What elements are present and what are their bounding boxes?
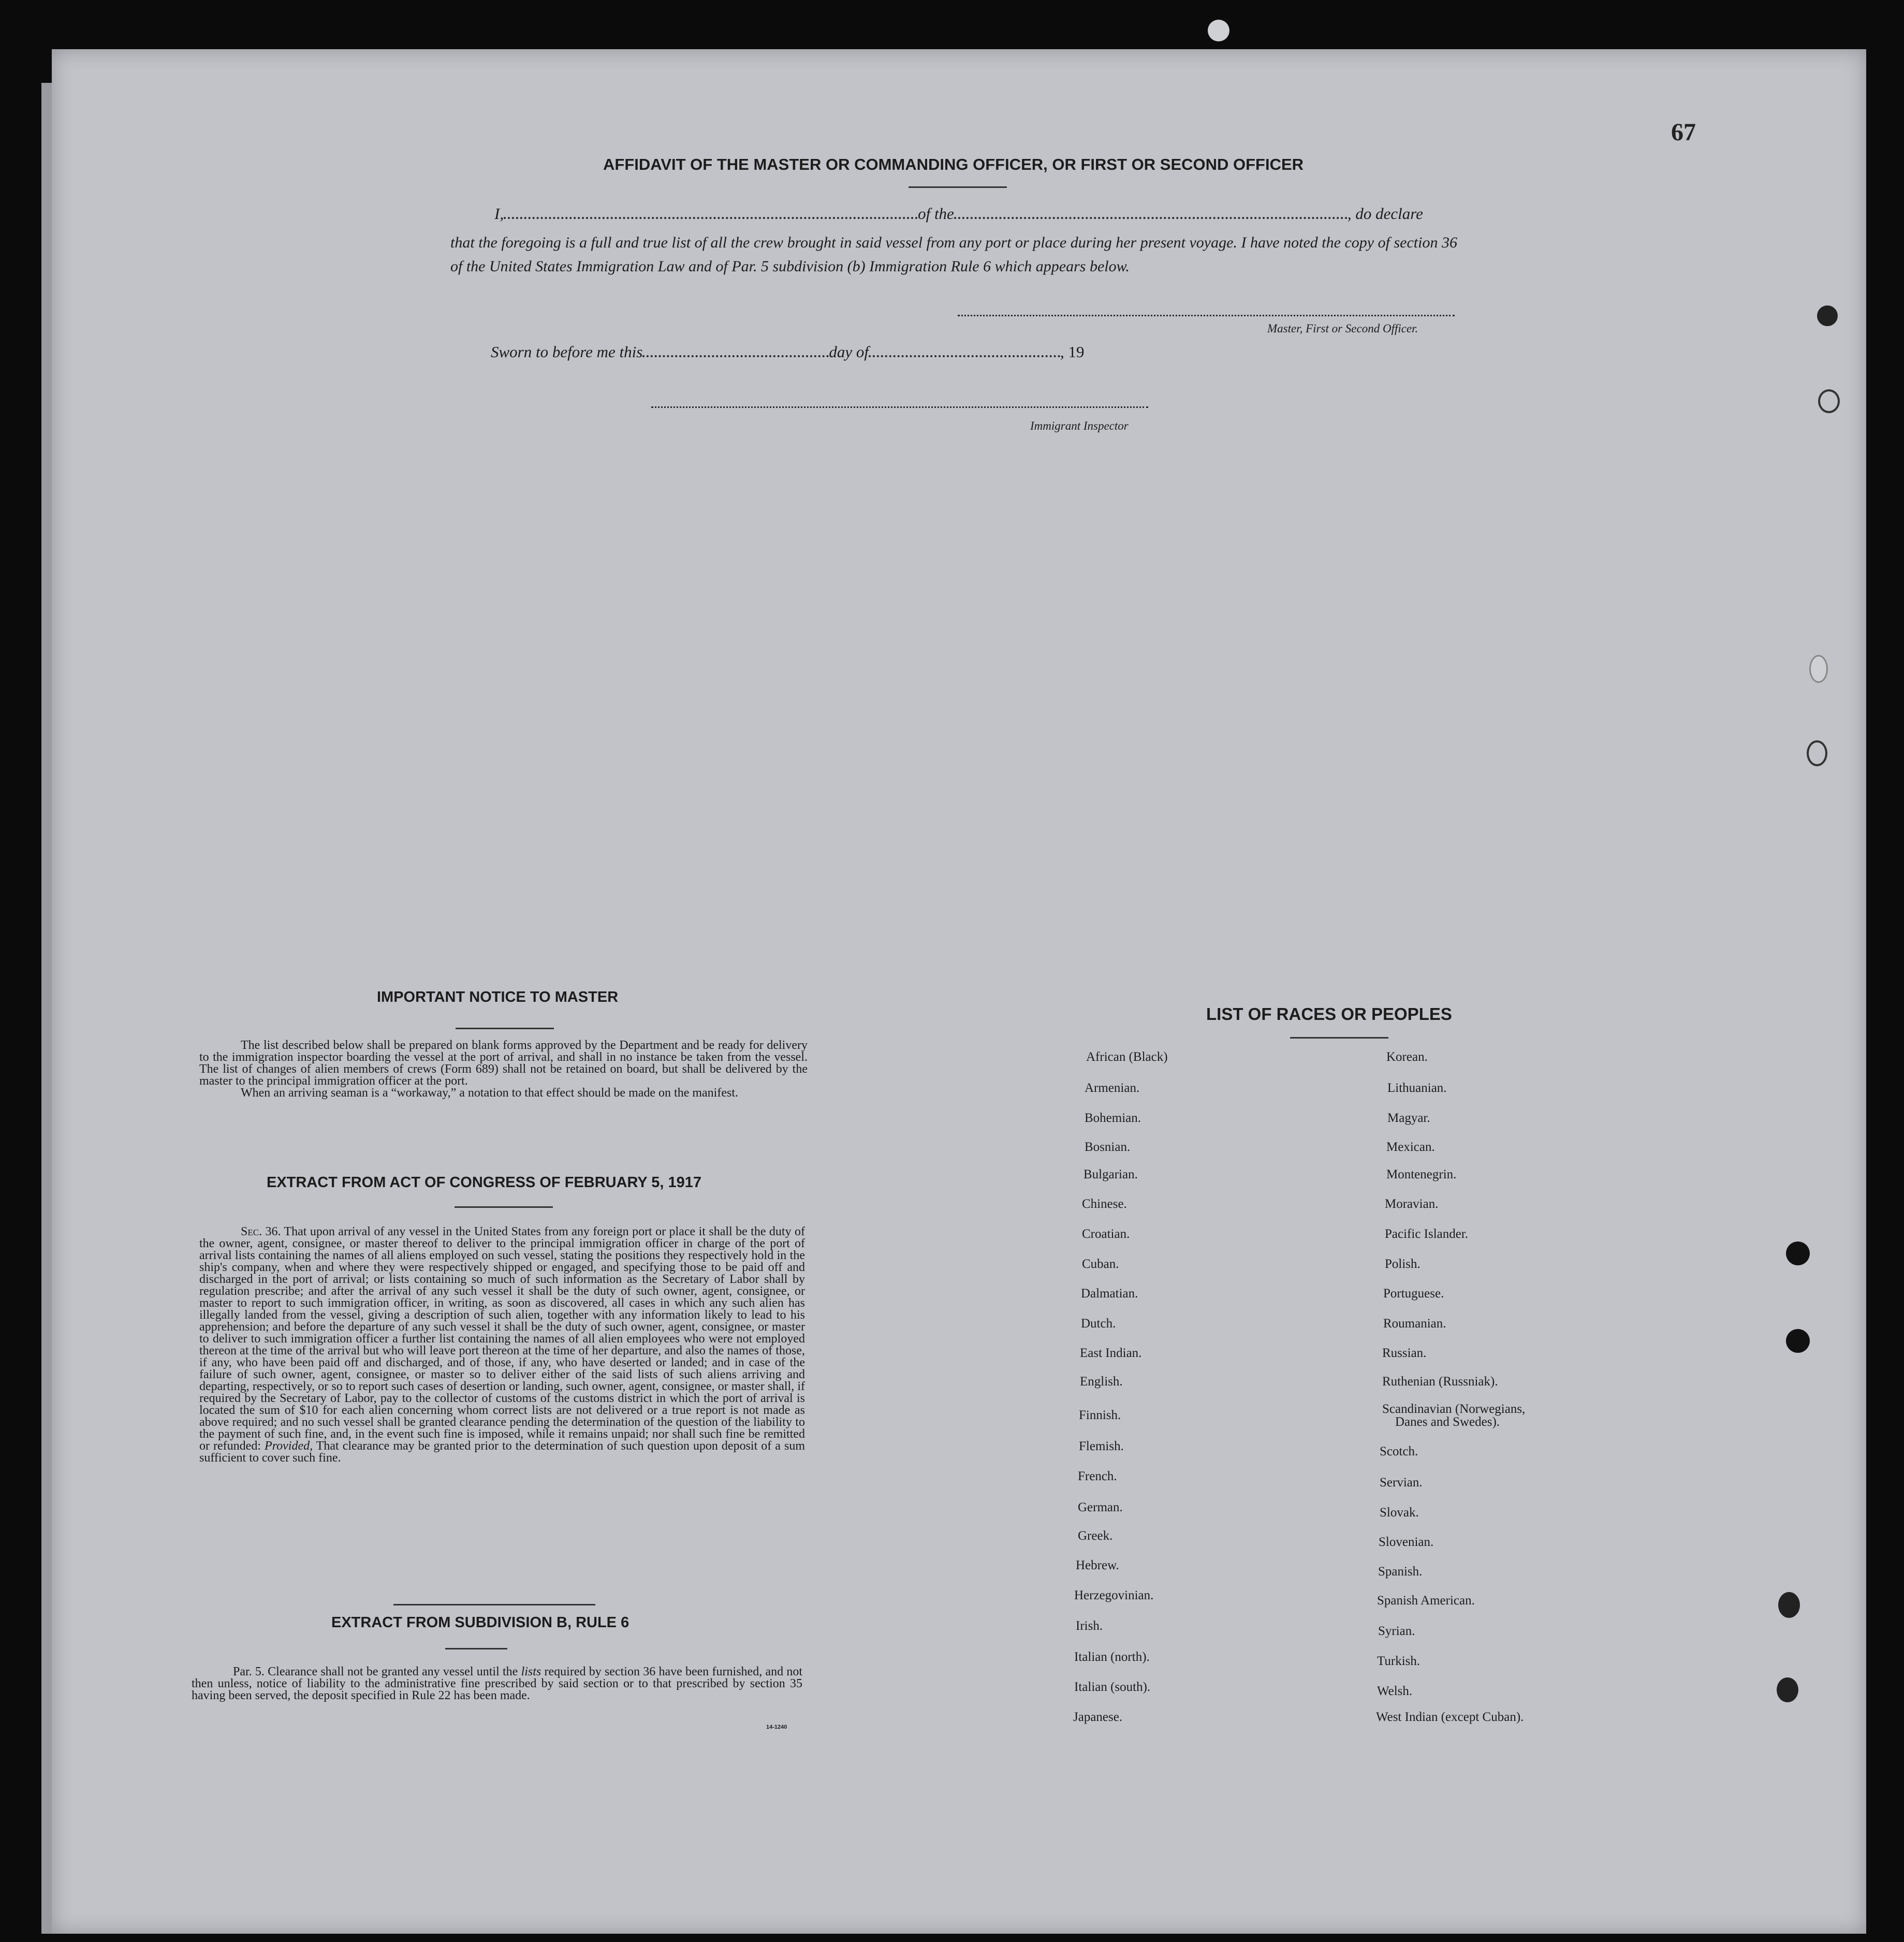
race-item: Armenian. [1085,1081,1140,1095]
par-5-text: Par. 5. Clearance shall not be granted any vessel until the [233,1665,518,1678]
sec-36-text-end: That clearance may be granted prior to the determination of such question upon deposit of a sum sufficient to cover such fine. [199,1439,805,1465]
race-item: Russian. [1382,1346,1427,1360]
affidavit-title-rule [909,186,1007,188]
race-item: French. [1078,1469,1117,1483]
race-item: Dalmatian. [1081,1287,1138,1301]
notice-title-rule [456,1028,554,1029]
name-field[interactable] [504,217,918,219]
sworn-line [491,343,1084,361]
race-item: East Indian. [1080,1346,1142,1360]
affidavit-declaration: that the foregoing is a full and true list of all the crew brought in said vessel from any port or place during her present voyage. I have noted the copy of section 36 of the United States Immigration Law and of Par. 5 subdivision (b) Immigration Rule 6 which appears below. [450,234,1457,275]
race-item: Irish. [1076,1619,1103,1633]
race-item: Italian (south). [1074,1680,1151,1694]
extract-rule-body [192,1666,802,1702]
notice-paragraph-2: When an arriving seaman is a “workaway,” a notation to that effect should be made on the manifest. [241,1086,738,1100]
sec-36-paragraph [199,1226,805,1464]
punch-hole-right-3 [1809,655,1828,683]
race-item: Roumanian. [1383,1317,1446,1331]
extract-act-body [199,1226,805,1464]
race-item: Cuban. [1082,1257,1119,1271]
punch-hole-right-8 [1777,1677,1798,1702]
race-item: Slovak. [1380,1506,1419,1520]
master-caption: Master, First or Second Officer. [1267,322,1418,335]
race-item: English. [1080,1375,1123,1389]
race-item: Spanish. [1378,1565,1423,1579]
race-item: Croatian. [1082,1227,1130,1241]
extract-rule-title-rule [445,1648,507,1649]
inspector-caption: Immigrant Inspector [1030,419,1129,432]
race-item: Danes and Swedes). [1395,1415,1500,1429]
punch-hole-right-4 [1807,740,1827,766]
form-number: 14-1240 [766,1724,787,1730]
sworn-prefix: Sworn to before me this [491,343,643,361]
label-of-the: of the [918,205,954,223]
races-title-rule [1290,1037,1388,1039]
race-item: Montenegrin. [1386,1167,1457,1181]
sec-36-text: That upon arrival of any vessel in the United States from any foreign port or place it shall be the duty of the owner, agent, consignee, or master thereof to deliver to the principal immigration officer in charge of the port of arrival lists containing the names of all aliens employed on such vessel, stating the positions they respectively hold in the ship's company, when and where they were respectively shipped or engaged, and specifying those to be paid off and discharged in the port of arrival; or lists containing so much of such information as the Secretary of Labor shall by regulation prescribe; and after the arrival of any such vessel it shall be the duty of such owner, agent, consignee, or master to report to such immigration officer, in writing, as soon as discovered, all cases in which any such alien has illegally landed from the vessel, giving a description of such alien, together with any information likely to lead to his apprehension; and before the departure of any such vessel it shall be the duty of such owner, agent, consignee, or master to deliver to such immigration officer a further list containing the names of all alien employees who were not employed thereon at the time of the arrival but who will leave port thereon at the time of her departure, and also the names of those, if any, who have been paid off and discharged, and of those, if any, who have deserted or landed; and in case of the failure of such owner, agent, consignee, or master so to deliver either of the said lists of such aliens arriving and departing, respectively, or so to report such cases of desertion or landing, such owner, agent, consignee, or master shall, if required by the Secretary of Labor, pay to the collector of customs of the customs district in which the port of arrival is located the sum of $10 for each alien concerning whom correct lists are not delivered or a true report is not made as above required; and no such vessel shall be granted clearance pending the determination of the question of the liability to the payment of such fine, and, in the event such fine is imposed, while it remains unpaid; nor shall such fine be remitted or refunded: [199,1225,805,1453]
race-item: Lithuanian. [1387,1081,1447,1095]
race-item: Ruthenian (Russniak). [1382,1375,1498,1389]
punch-hole-right-6 [1786,1329,1810,1353]
race-item: Scandinavian (Norwegians, [1382,1402,1526,1416]
sworn-month-field[interactable] [869,355,1060,357]
sworn-day-field[interactable] [642,355,829,357]
punch-hole-right-1 [1817,305,1838,326]
race-item: Magyar. [1387,1111,1430,1125]
race-item: Slovenian. [1379,1535,1434,1549]
sec-36-label: Sec. 36. [241,1225,281,1238]
punch-hole-top [1208,20,1229,41]
race-item: Pacific Islander. [1385,1227,1469,1241]
race-item: Polish. [1385,1257,1420,1271]
race-item: Bulgarian. [1083,1167,1138,1181]
races-title: LIST OF RACES OR PEOPLES [1206,1004,1452,1024]
provided-word: Provided, [265,1439,313,1453]
race-item: Chinese. [1082,1197,1127,1211]
vessel-field[interactable] [954,217,1348,219]
race-item: Portuguese. [1383,1287,1444,1301]
race-item: Welsh. [1377,1684,1413,1698]
race-item: Italian (north). [1074,1650,1150,1664]
extract-rule-title: EXTRACT FROM SUBDIVISION B, RULE 6 [331,1614,629,1631]
race-item: African (Black) [1086,1050,1168,1064]
race-item: Spanish American. [1377,1594,1475,1608]
race-item: Dutch. [1081,1317,1116,1331]
notice-body [199,1040,808,1099]
race-item: Greek. [1078,1529,1113,1543]
par-5-paragraph [192,1666,802,1702]
race-item: Korean. [1386,1050,1428,1064]
sworn-day-of: day of [829,343,869,361]
lists-word: lists [521,1665,541,1678]
document-page [52,49,1866,1934]
master-signature-line[interactable] [958,315,1455,316]
label-do-declare: , do declare [1347,205,1423,223]
par-5-text-end: required by section 36 have been furnished, and not then unless, notice of liability to the administrative fine prescribed by said section or to that prescribed by section 35 having been served, the deposit specified in Rule 22 has been made. [192,1665,803,1702]
punch-hole-right-2 [1818,389,1840,413]
race-item: Flemish. [1079,1439,1124,1453]
label-i: I, [494,205,504,223]
race-item: Finnish. [1079,1408,1121,1422]
page-edge [41,83,52,1934]
race-item: West Indian (except Cuban). [1376,1710,1524,1724]
extract-act-title-rule [455,1206,553,1208]
race-item: Scotch. [1380,1444,1418,1458]
notice-paragraph-1: The list described below shall be prepared on blank forms approved by the Department and be ready for delivery to the immigration inspector boarding the vessel at the port of arrival, and shall in no instance be taken from the vessel. The list of changes of alien members of crews (Form 689) shall not be retained on board, but shall be delivered by the master to the principal immigration officer at the port. [199,1039,808,1088]
race-item: Bohemian. [1085,1111,1141,1125]
sworn-year: , 19 [1060,343,1085,361]
race-item: Mexican. [1386,1140,1435,1154]
race-item: Hebrew. [1076,1558,1119,1572]
race-item: Moravian. [1385,1197,1439,1211]
race-item: Syrian. [1378,1624,1415,1638]
race-item: Herzegovinian. [1074,1588,1154,1602]
inspector-signature-line[interactable] [651,406,1148,408]
punch-hole-right-5 [1786,1242,1810,1265]
punch-hole-right-7 [1778,1592,1800,1618]
rule-top-rule [393,1604,595,1605]
race-item: German. [1078,1500,1123,1514]
affidavit-title: AFFIDAVIT OF THE MASTER OR COMMANDING OFFICER, OR FIRST OR SECOND OFFICER [603,155,1304,173]
race-item: Turkish. [1377,1654,1420,1668]
notice-title: IMPORTANT NOTICE TO MASTER [377,989,619,1005]
affidavit-line-1 [494,205,1423,223]
extract-act-title: EXTRACT FROM ACT OF CONGRESS OF FEBRUARY 5, 1917 [267,1174,702,1191]
race-item: Servian. [1380,1476,1423,1490]
race-item: Japanese. [1073,1710,1123,1724]
page-mark: 67 [1671,119,1696,146]
race-item: Bosnian. [1085,1140,1131,1154]
